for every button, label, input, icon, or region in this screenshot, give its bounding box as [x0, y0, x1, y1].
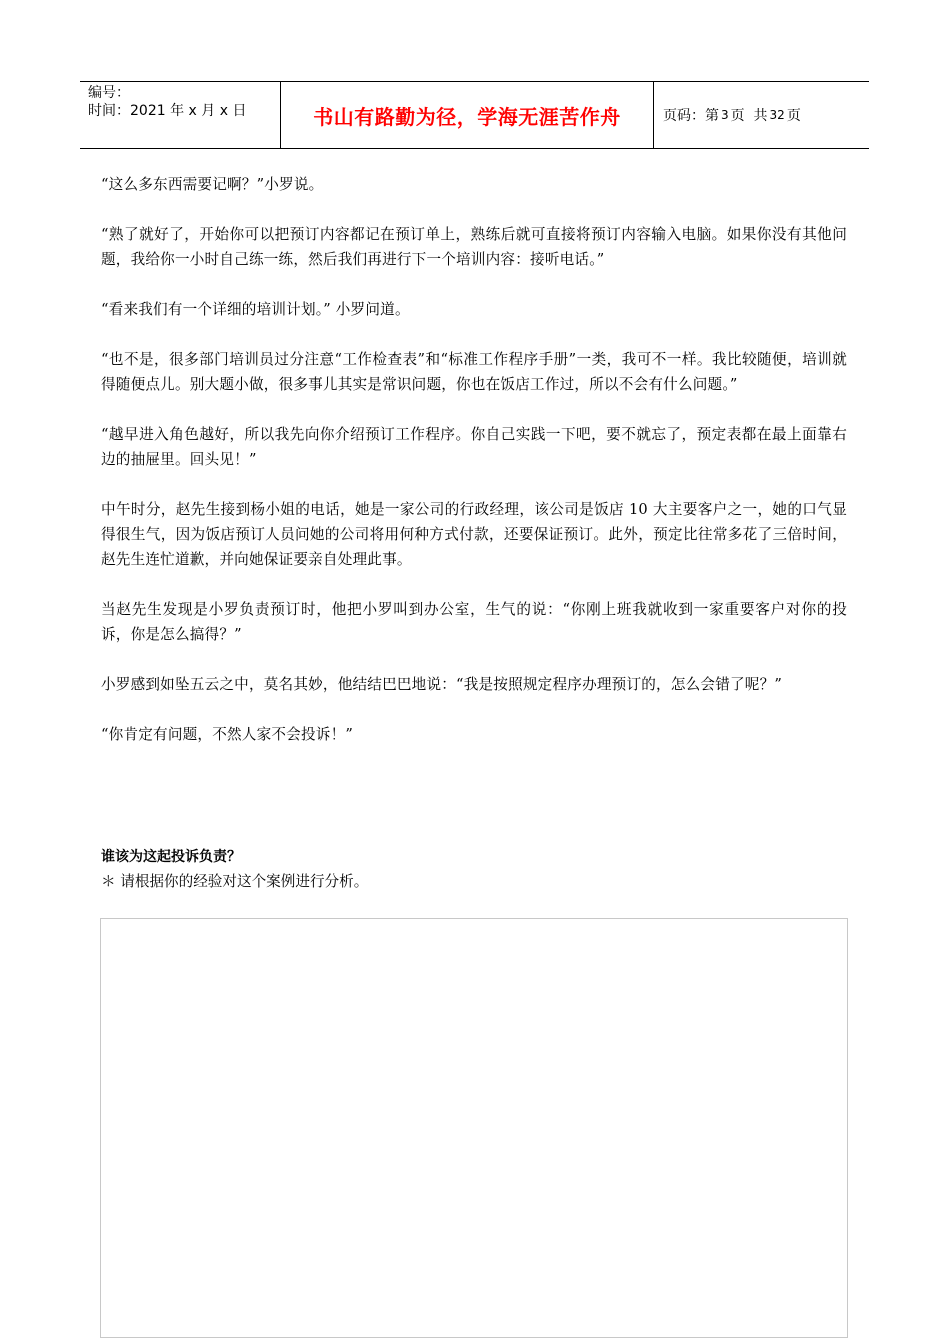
page-label-suffix: 页	[786, 108, 801, 124]
page-header	[80, 81, 869, 149]
document-number-label: 编号：	[88, 85, 130, 101]
header-motto: 书山有路勤为径，学海无涯苦作舟	[281, 82, 654, 148]
instruction-text: ＊ 请根据你的经验对这个案例进行分析。	[101, 873, 369, 890]
page-current: 3	[721, 108, 729, 122]
paragraph: “你肯定有问题，不然人家不会投诉！”	[101, 726, 354, 743]
paragraph: 中午时分，赵先生接到杨小姐的电话，她是一家公司的行政经理，该公司是饭店 10 大主要客户之一，她的口气显得很生气，因为饭店预订人员问她的公司将用何种方式付款，还要保证预订。此外，预定比往常多花了三倍时间，赵先生连忙道歉，并向她保证要亲自处理此事。	[101, 501, 847, 568]
document-date-label: 时间：2021 年 x 月 x 日	[88, 103, 247, 119]
page-label-prefix: 页码：第	[663, 108, 719, 124]
paragraph: “看来我们有一个详细的培训计划。” 小罗问道。	[101, 301, 410, 318]
page-counter	[654, 82, 869, 148]
case-text	[101, 172, 847, 772]
paragraph: “也不是，很多部门培训员过分注意“工作检查表”和“标准工作程序手册”一类，我可不一样。我比较随便，培训就得随便点儿。别大题小做，很多事儿其实是常识问题，你也在饭店工作过，所以不会有什么问题。”	[101, 351, 847, 393]
page-total: 32	[769, 108, 785, 122]
paragraph: 小罗感到如坠五云之中，莫名其妙，他结结巴巴地说：“我是按照规定程序办理预订的，怎么会错了呢？”	[101, 676, 783, 693]
paragraph: 当赵先生发现是小罗负责预订时，他把小罗叫到办公室，生气的说：“你刚上班我就收到一家重要客户对你的投诉，你是怎么搞得？”	[101, 601, 847, 643]
answer-box[interactable]	[100, 918, 848, 1338]
paragraph: “越早进入角色越好，所以我先向你介绍预订工作程序。你自己实践一下吧，要不就忘了，预定表都在最上面靠右边的抽屉里。回头见！”	[101, 426, 847, 468]
question-heading: 谁该为这起投诉负责？	[101, 849, 241, 865]
paragraph: “熟了就好了，开始你可以把预订内容都记在预订单上，熟练后就可直接将预订内容输入电脑。如果你没有其他问题，我给你一小时自己练一练，然后我们再进行下一个培训内容：接听电话。”	[101, 226, 847, 268]
paragraph: “这么多东西需要记啊？”小罗说。	[101, 176, 324, 193]
page-label-mid: 页 共	[730, 108, 768, 124]
header-meta	[80, 82, 281, 148]
